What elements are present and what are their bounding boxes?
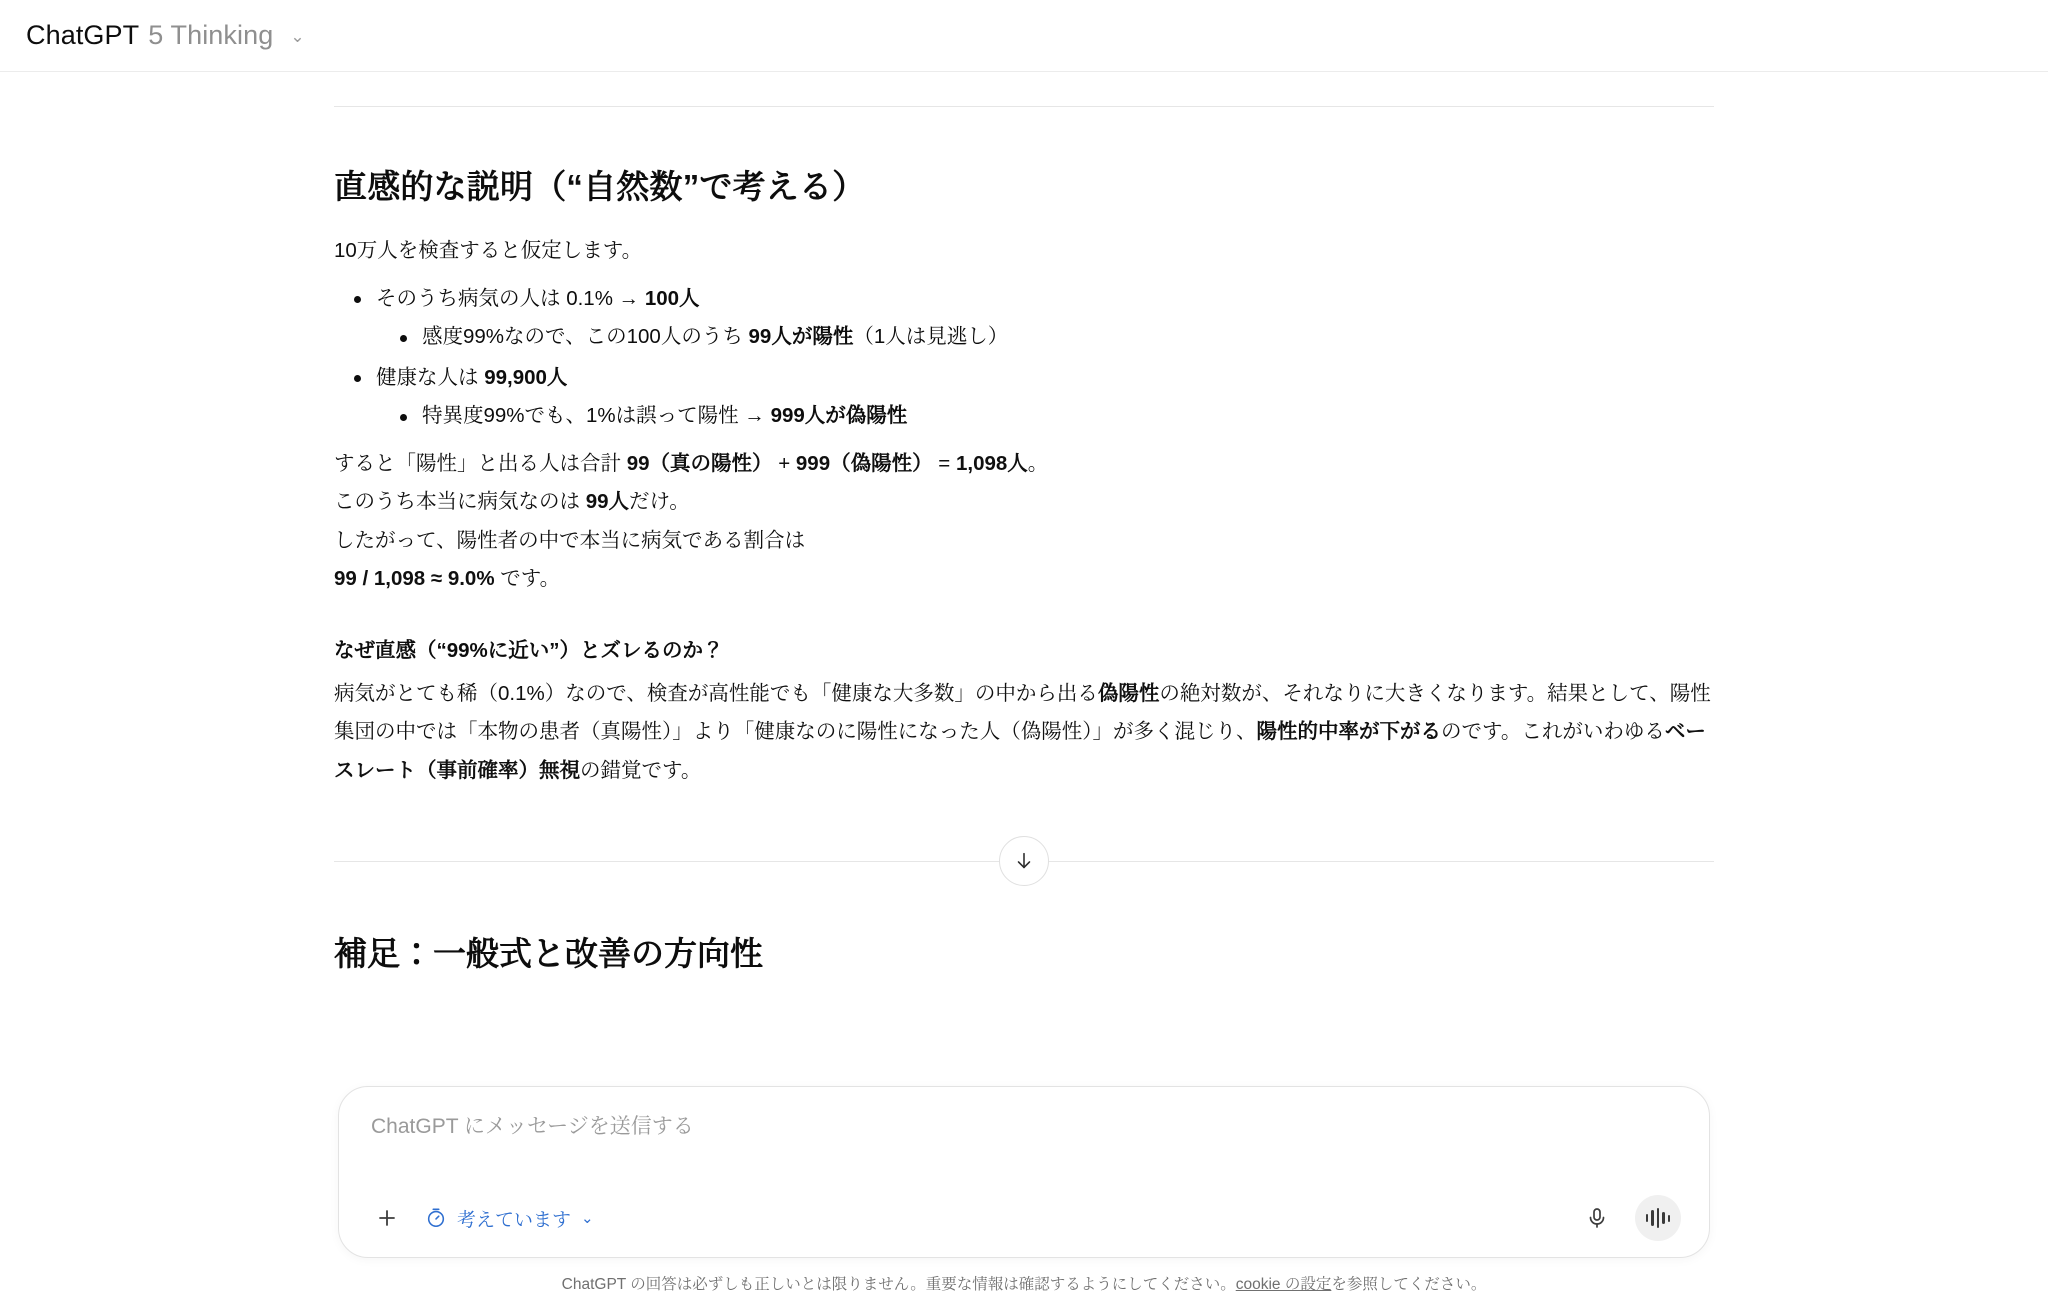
explain-bold-ppv: 陽性的中率が下がる [1256,720,1441,744]
scroll-to-bottom-button[interactable] [999,836,1049,886]
scroll-to-bottom-area [334,836,1714,886]
disclaimer-text-b: を参照してください。 [1331,1276,1487,1293]
calculation-line-4 [334,560,1714,599]
list-item [422,319,1714,356]
calc-text-tail: です。 [494,567,561,591]
list-item [376,281,1714,356]
next-section-title: 補足：一般式と改善の方向性 [334,935,763,973]
calc-text-tail: だけ。 [629,490,690,514]
calc-bold-sick: 99人 [585,490,630,514]
calc-bold-false-positive: 999（偽陽性） [795,451,933,475]
calc-plus: + [772,451,796,475]
microphone-icon [1585,1206,1609,1230]
thinking-mode-selector[interactable] [425,1205,594,1232]
explain-bold-false-positive: 偽陽性 [1097,681,1160,705]
explain-bold-baserate: ベースレート（事前確率） [334,720,1706,782]
subsection-title: なぜ直感（“99%に近い”）とズレるのか？ [334,638,724,662]
sub-bullet-bold: 99人が陽性 [748,325,854,349]
explain-text-b: の絶対数が、それなりに大きくなります。結果として、陽性集団の中では「本物の患者（真陽性）」より「健康なのに陽性になった人（偽陽性）」が多く混じり、 [334,681,1711,744]
disclaimer [0,1272,2048,1294]
timer-icon [425,1207,447,1229]
sub-bullet-list [376,319,1714,356]
sub-bullet-bold: 999人が偽陽性 [770,403,908,427]
plus-icon [375,1206,399,1230]
composer-toolbar [365,1195,1683,1243]
app-title: ChatGPT [26,20,140,50]
thinking-label: 考えています [457,1209,572,1231]
explain-text-d: の錯覚です。 [580,758,702,782]
disclaimer-text-a: ChatGPT の回答は必ずしも正しいとは限りません。重要な情報は確認するようにしてください。 [561,1276,1236,1293]
calc-period: 。 [1027,451,1049,475]
message-divider [334,106,1714,107]
calc-bold-total: 1,098人 [955,451,1028,475]
sub-bullet-text: 特異度99%でも、1%は誤って陽性 → [422,403,771,427]
message-input[interactable] [365,1107,1683,1147]
add-attachment-button[interactable] [367,1198,407,1238]
chevron-down-icon[interactable]: ⌄ [581,1210,594,1227]
calculation-line-3: したがって、陽性者の中で本当に病気である割合は [334,528,806,552]
composer-area [0,1086,2048,1304]
arrow-down-icon [1013,850,1035,872]
bullet-list [334,281,1714,435]
voice-mode-button[interactable] [1635,1195,1681,1241]
bullet-text: 健康な人は [376,365,485,389]
cookie-settings-link[interactable]: cookie の設定 [1235,1276,1332,1293]
explanation-paragraph [334,675,1714,791]
calc-bold-result: 99 / 1,098 ≈ 9.0% [334,567,495,591]
bullet-text: そのうち病気の人は 0.1% → [376,287,645,311]
calc-bold-true-positive: 99（真の陽性） [626,451,773,475]
conversation-scroll-area[interactable] [0,72,2048,1304]
section-title: 直感的な説明（“自然数”で考える） [334,168,866,205]
list-item [376,360,1714,435]
sub-bullet-tail: （1人は見逃し） [853,325,1009,349]
waveform-icon [1646,1208,1671,1228]
bullet-text-bold: 99,900人 [484,365,568,389]
chevron-down-icon[interactable]: ⌄ [290,27,305,46]
model-switcher[interactable] [26,20,305,51]
sub-bullet-list [376,398,1714,435]
calculation-line-2 [334,483,1714,522]
explain-text-c: のです。これがいわゆる [1441,720,1665,744]
intro-paragraph: 10万人を検査すると仮定します。 [334,239,643,262]
microphone-button[interactable] [1577,1198,1617,1238]
composer[interactable] [338,1086,1710,1258]
list-item [422,398,1714,435]
sub-bullet-text: 感度99%なので、この100人のうち [422,325,749,349]
top-bar [0,0,2048,72]
model-name-label: 5 Thinking [148,20,274,50]
calculation-line-1 [334,445,1714,484]
bullet-text-bold: 100人 [644,287,700,311]
explain-text-a: 病気がとても稀（0.1%）なので、検査が高性能でも「健康な大多数」の中から出る [334,681,1098,705]
calc-equals: = [932,451,956,475]
explain-bold-neglect: 無視 [539,758,580,782]
calc-text: このうち本当に病気なのは [334,490,586,514]
message-thread [334,72,1714,975]
calc-text: すると「陽性」と出る人は合計 [334,451,627,475]
